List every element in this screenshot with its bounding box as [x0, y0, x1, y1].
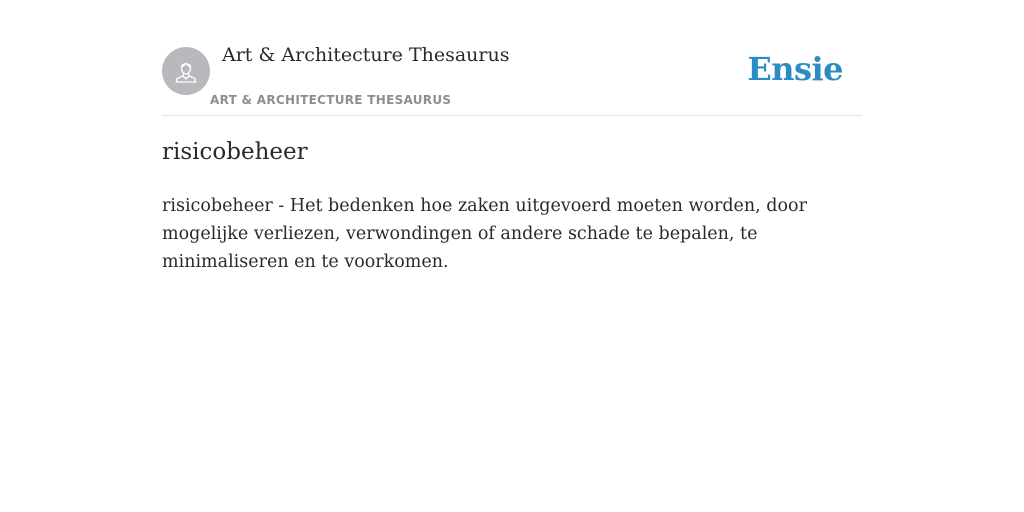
ensie-logo[interactable]: Ensie: [747, 50, 843, 88]
user-icon: [171, 56, 201, 86]
author-avatar[interactable]: [162, 47, 210, 95]
author-name-link[interactable]: Art & Architecture Thesaurus: [222, 44, 510, 66]
entry-definition: risicobeheer - Het bedenken hoe zaken uitgevoerd moeten worden, door mogelijke verliezen, verwondingen of andere schade te bepalen, te minimaliseren en te voorkomen.: [162, 196, 807, 272]
source-label-link[interactable]: ART & ARCHITECTURE THESAURUS: [210, 93, 452, 107]
entry-title: risicobeheer: [162, 139, 308, 165]
header: [162, 0, 862, 116]
page-container: [162, 0, 862, 272]
